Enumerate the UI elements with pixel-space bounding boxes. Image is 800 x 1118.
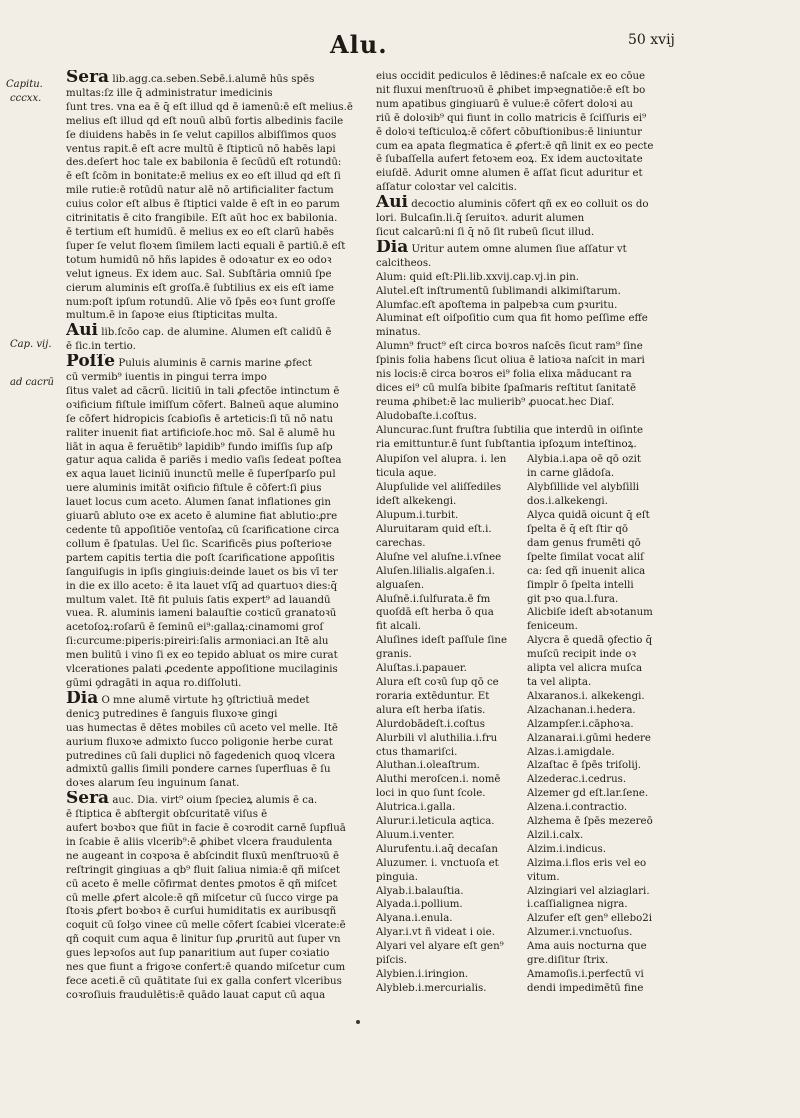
- glossary-entry: Alumn⁹ fruct⁹ eſt circa boꝛros naſcēs ſicut ram⁹ ſine: [376, 341, 643, 353]
- line-text: men bulitū i vino ſi ex eo tepido abluat os mire curat: [66, 650, 338, 662]
- text-line: [66, 933, 366, 947]
- text-entry: [66, 354, 366, 691]
- glossary-entry: dos.i.alkekengi.: [527, 496, 608, 508]
- glossary-entry: Aluſne vel aluſne.i.vſnee: [376, 551, 502, 563]
- text-line: eiuſdē. Adurit omne alumen ē aſſat ſicut aduritur et: [376, 168, 643, 180]
- glossary-entry: Alyana.i.enula.: [376, 913, 453, 925]
- line-text: nes que fiunt a frigoꝛe confert:ē quando miſcetur cum: [66, 962, 346, 974]
- glossary-entry: minatus.: [376, 327, 421, 339]
- text-line: [66, 170, 366, 184]
- text-line: ē doloꝛi teſticuloꝝ:ē cōfert cōbuſtionibus:ē liniuntur: [376, 126, 642, 138]
- line-text: ē ſic.in tertio.: [66, 341, 136, 353]
- text-line: [66, 115, 366, 129]
- line-text: lib.ſcōo cap. de alumine. Alumen eſt calidū ē: [101, 327, 332, 339]
- text-line: [66, 184, 366, 198]
- text-line: [66, 919, 366, 933]
- line-text: acetoſoꝝ:roſarū ē ſeminū ei⁹:gallaꝝ:cinamomi groſ: [66, 622, 324, 634]
- line-text: decoctio aluminis cōfert qñ ex eo colluit os do: [411, 199, 649, 211]
- line-text: uas humectas ē dētes mobiles cū aceto vel melle. Itē: [66, 722, 338, 734]
- line-text: velut igneus. Ex idem auc. Sal. Subſtāria omniū ſpe: [66, 268, 332, 280]
- text-line: [66, 947, 366, 961]
- line-text: ſe diuidens habēs in ſe velut capillos albiſſimos quos: [66, 129, 337, 141]
- text-line: [66, 413, 366, 427]
- text-line: [66, 371, 366, 385]
- line-text: cū melle ꝓfert alcole:ē qñ miſcetur cū ſucco virge pa: [66, 892, 339, 904]
- line-text: giuarū abluto oꝛe ex aceto ē alumine fiat ablutio:ꝓre: [66, 511, 338, 523]
- text-line: [66, 961, 366, 975]
- entry-heading: Poſſe: [66, 354, 116, 372]
- line-text: ē ſtiptica ē abſtergit obſcuritatē viſus ē: [66, 809, 268, 821]
- text-line: [66, 552, 366, 566]
- text-line: [66, 836, 366, 850]
- line-text: raliter inuenit fiat artificioſe.hoc mō. Sal ē alumē hu: [66, 427, 336, 439]
- text-line: [66, 156, 366, 170]
- line-text: multas:ſz ille q̄ administratur imedicinis: [66, 87, 273, 99]
- glossary-entry: Alzampſer.i.cāphoꝛa.: [527, 718, 634, 730]
- line-text: in die ex illo aceto: ē ita lauet vſq̄ ad quartuoꝛ dies:q̄: [66, 580, 338, 592]
- glossary-entry: Alzhema ē ſpēs mezereō: [527, 816, 653, 828]
- line-text: cierum aluminis eſt groſſa.ē ſubtilius ex eis eſt iame: [66, 282, 334, 294]
- glossary-entry: Aluſtas.i.papauer.: [376, 663, 467, 675]
- glossary-entry: Alzena.i.contractio.: [527, 802, 628, 814]
- glossary-entry: loci in quo ſunt ſcole.: [376, 788, 486, 800]
- line-text: num:poſt ipſum rotundū. Alie vō ſpēs eoꝛ ſunt groſſe: [66, 296, 336, 308]
- text-line: [66, 129, 366, 143]
- glossary-entry: ria emittuntur.ē ſunt ſubſtantia ipſoꝝum inteſtinoꝝ.: [376, 438, 637, 450]
- glossary-entry: quoſdā eſt herba ō qua: [376, 607, 494, 619]
- glossary-entry: Alzachanan.i.hedera.: [527, 704, 636, 716]
- text-line: [66, 496, 366, 510]
- line-text: mile rutie:ē rotūdū natur alē nō artificialiter factum: [66, 185, 334, 197]
- text-line: [66, 649, 366, 663]
- left-column: [66, 70, 366, 1003]
- glossary-entry: Alybia.i.apa oē qō ozit: [527, 454, 642, 466]
- glossary-entry: Alzanarai.i.gūmi hedere: [527, 732, 651, 744]
- text-entry: [66, 691, 366, 791]
- folio-number: 50 xvij: [628, 32, 675, 48]
- running-head: Alu.: [330, 30, 388, 59]
- glossary-entry: Alzederac.i.cedrus.: [527, 774, 627, 786]
- line-text: coquit cū ſolȝo vinee cū melle cōfert ſcabiei vlcerate:ē: [66, 920, 346, 932]
- glossary-entry: Alyari vel alyare eſt gen⁹: [376, 941, 504, 953]
- glossary-entry: Alzas.i.amigdale.: [527, 746, 615, 758]
- text-line: [66, 323, 366, 340]
- line-text: ſanguiſugis in ipſis gingiuis:deinde lauet os bis vī ter: [66, 566, 338, 578]
- line-text: ſe cōfert hidropicis ſcabioſis ē arteticis:ſi tū nō natu: [66, 413, 334, 425]
- line-text: cū vermib⁹ iuentis in pingui terra impo: [66, 372, 267, 384]
- entry-heading: Dia: [66, 690, 99, 708]
- line-text: gues lepꝛoſos aut ſup panaritium aut ſuper coꝛiatio: [66, 948, 330, 960]
- line-text: auc. Dia. virt⁹ oium ſpecieꝝ alumis ē ca.: [112, 795, 318, 807]
- glossary-entry: Alum: quid eſt:Pli.lib.xxvij.cap.vj.in ꝑin.: [376, 271, 579, 283]
- text-line: [66, 822, 366, 836]
- text-line: [66, 864, 366, 878]
- text-line: [66, 524, 366, 538]
- text-line: [376, 240, 672, 257]
- text-line: [66, 566, 366, 580]
- glossary-entry: Alutrica.i.galla.: [376, 802, 456, 814]
- glossary-entry: alura eſt herba iſatis.: [376, 704, 486, 716]
- line-text: ventus rapit.ē eſt acre multū ē ſtipticū nō habēs lapi: [66, 143, 336, 155]
- text-line: [66, 691, 366, 708]
- text-line: [66, 878, 366, 892]
- glossary-entry: in carne glādoſa.: [527, 468, 615, 480]
- glossary-entry: ctus thamariſci.: [376, 746, 458, 758]
- glossary-entry: Alurdobādeſt.i.coſtus: [376, 718, 485, 730]
- glossary-entry: Alyab.i.balauſtia.: [376, 885, 464, 897]
- text-line: [66, 399, 366, 413]
- text-line: [66, 309, 366, 323]
- text-line: [66, 989, 366, 1003]
- text-line: [66, 212, 366, 226]
- glossary-entry: Aluthi meroſcen.i. nomē: [376, 774, 501, 786]
- text-line: [66, 240, 366, 254]
- line-text: oꝛificium fiſtule imiſſum cōfert. Balneū aque alumino: [66, 399, 339, 411]
- text-entry: [376, 195, 672, 240]
- line-text: melius eſt illud qd̄ eſt nouū albū fortis albedinis facile: [66, 115, 344, 127]
- line-text: admixtū gallis ſimili pondere carnes ſuperfluas ē ſu: [66, 764, 331, 776]
- text-line: [66, 143, 366, 157]
- glossary-entry: Alurbili vl aluthilia.i.fru: [376, 732, 498, 744]
- entry-heading: Dia: [376, 239, 409, 257]
- line-text: ſtoꝛis ꝓfert boꝛboꝛ ē curſui humiditatis ex auribusqñ: [66, 906, 337, 918]
- text-line: [66, 254, 366, 268]
- glossary-entry: Aluzumer. i. vnctuoſa et: [376, 857, 499, 869]
- text-line: [66, 736, 366, 750]
- glossary-entry: piſcis.: [376, 955, 407, 967]
- text-line: [66, 354, 366, 371]
- margin-note-ad-cancrum: ad cacrū: [10, 377, 54, 388]
- text-line: [66, 454, 366, 468]
- entry-heading: Sera: [66, 70, 110, 87]
- line-text: Uritur autem omne alumen ſiue aſſatur vt: [411, 243, 627, 255]
- text-line: [66, 101, 366, 115]
- glossary-entry: Aluſnē.i.ſulfurata.ē fm: [376, 593, 491, 605]
- glossary-entry: ſpelta ē q̄ eſt ſtir qō: [527, 524, 629, 535]
- line-text: cedente tū appoſitiōe ventoſaꝝ cū ſcarificatione circa: [66, 525, 340, 536]
- glossary-entry: dendi impedimētū fine: [527, 982, 644, 994]
- text-entry: [66, 323, 366, 354]
- line-text: ē eſt ſcōm in bonitate:ē melius ex eo eſt illud qd̄ eſt ſi: [66, 171, 341, 183]
- text-line: [66, 468, 366, 482]
- text-line: [66, 808, 366, 822]
- glossary-entry: dam genus frumēti qō: [527, 537, 641, 549]
- text-line: [66, 198, 366, 212]
- line-text: aurium fluxoꝛe admixto ſucco poligonie herbe curat: [66, 736, 333, 748]
- glossary-entry: feniceum.: [527, 621, 578, 633]
- line-text: vlcerationes palati ꝓcedente appoſitione mucilaginis: [66, 664, 338, 676]
- glossary-entry: muſcū recipit inde oꝛ: [527, 649, 637, 661]
- text-line: [66, 340, 366, 354]
- glossary-entry: Alzumer.i.vnctuoſus.: [527, 927, 633, 939]
- entry-heading: Aui: [376, 195, 409, 213]
- glossary-entry: vitum.: [527, 871, 560, 883]
- line-text: ſunt tres. vna ea ē q̄ eſt illud qd̄ ē iamenū:ē eſt melius.ē: [66, 101, 353, 113]
- glossary-entry: Aluum.i.venter.: [376, 829, 455, 841]
- text-line: [66, 621, 366, 635]
- glossary-entry: Amamoſis.i.perfectū vi: [527, 969, 644, 980]
- text-line: riū ē doloꝛib⁹ qui fiunt in collo matricis ē ſciſſuris ei⁹: [376, 112, 647, 124]
- text-line: [66, 482, 366, 496]
- glossary-entry: Alybien.i.iringion.: [376, 969, 469, 980]
- line-text: citrinitatis ē cito frangibile. Eſt aūt hoc ex babilonia.: [66, 213, 338, 225]
- glossary-entry: Alybſillide vel alybſilli: [527, 482, 640, 494]
- glossary-entry: Alyada.i.pollium.: [376, 899, 463, 911]
- line-text: gūmi ꝯdragāti in aqua ro.diſſoluti.: [66, 677, 242, 689]
- glossary-entry: Alybleb.i.mercurialis.: [376, 982, 487, 994]
- line-text: ſicut calcarū:ni ſi q̄ nō ſit rubeū ſicut illud.: [376, 226, 595, 238]
- line-text: in ſcabie ē aliis vlcerib⁹:ē ꝓhibet vlcera fraudulenta: [66, 836, 333, 848]
- text-line: [66, 975, 366, 989]
- line-text: Puluis aluminis ē carnis marine ꝓfect: [118, 358, 312, 370]
- glossary-entry: Alzemer gd eſt.lar.ſene.: [527, 788, 649, 800]
- text-line: [66, 510, 366, 524]
- glossary-entry: alguaſen.: [376, 579, 425, 591]
- glossary-entry: Alupſulide vel aliſſediles: [376, 482, 502, 494]
- line-text: ſitus valet ad cācrū. licitiū in tali ꝓfectōe intinctum ē: [66, 385, 340, 397]
- text-line: [66, 850, 366, 864]
- line-text: lib.agg.ca.seben.Sebē.i.alumē hūs spēs: [112, 74, 315, 85]
- glossary-entry: Alzingiari vel alziaglari.: [527, 885, 650, 897]
- line-text: cū aceto ē melle cōfirmat dentes ꝑmotos ē qñ miſcet: [66, 878, 337, 890]
- glossary-entry: alipta vel alicra muſca: [527, 663, 643, 675]
- margin-note-cap-vij: Cap. vij.: [10, 339, 52, 350]
- glossary-entry: pinguia.: [376, 871, 418, 883]
- line-text: doꝛes alarum ſeu inguinum ſanat.: [66, 778, 240, 790]
- glossary-entry: nis locis:ē circa boꝛros ei⁹ folia elixa māducant ra: [376, 369, 632, 381]
- glossary-entry: Alicbiſe ideſt abꝛotanum: [527, 607, 653, 619]
- text-line: [66, 268, 366, 282]
- glossary-entry: ta vel alipta.: [527, 676, 592, 688]
- glossary-entry: ca: ſed qñ inuenit alica: [527, 565, 646, 577]
- glossary-entry: Alurur.i.leticula aqtica.: [376, 816, 495, 828]
- line-text: ex aqua lauet liciniū inunctū melle ē ſuperſparſo pul: [66, 469, 336, 481]
- text-line: [66, 777, 366, 791]
- line-text: fece aceti.ē cū quātitate ſui ex galla confert vlceribus: [66, 976, 342, 987]
- text-line: num apatibus gingiuarū ē vulue:ē cōfert doloꝛi au: [376, 98, 633, 110]
- glossary-entry: Alura eſt coꝛū ſup qō ce: [376, 676, 499, 688]
- text-line: [376, 212, 672, 226]
- text-line: [66, 87, 366, 101]
- ornament-mark: [356, 1020, 360, 1024]
- text-line: [376, 257, 672, 271]
- line-text: totum humidū nō hñs lapides ē odoꝛatur ex eo odoꝛ: [66, 254, 332, 266]
- text-line: [66, 427, 366, 441]
- glossary-entry: i.caſſialignea nigra.: [527, 899, 628, 911]
- text-line: [66, 226, 366, 240]
- glossary-subcolumns: [376, 453, 672, 995]
- glossary-entry: carechas.: [376, 537, 426, 549]
- text-line: [66, 594, 366, 608]
- line-text: denicꝫ putredines ē ſanguis fluxoꝛe gingi: [66, 708, 278, 720]
- text-line: [66, 677, 366, 691]
- line-text: ſuper ſe velut floꝛem ſimilem lacti equali ē partiū.ē eſt: [66, 240, 346, 252]
- glossary-entry: Ama auis nocturna que: [527, 941, 647, 953]
- glossary-entry: ſpelte ſimilat vocat aliſ: [527, 551, 644, 563]
- line-text: putredines cū ſali duplici nō fagedenich quoꝗ vlcera: [66, 750, 336, 762]
- glossary-entry: Aluruitaram quid eſt.i.: [376, 524, 492, 535]
- line-text: coꝛroſiuis fraudulētis:ē quādo lauat caput cū aqua: [66, 989, 326, 1001]
- margin-note-chapter-number: cccxx.: [10, 93, 42, 104]
- entry-heading: Aui: [66, 323, 99, 341]
- glossary-entry: ticula aque.: [376, 468, 437, 480]
- glossary-entry: gre.diſitur ſtrix.: [527, 955, 609, 967]
- text-line: [66, 282, 366, 296]
- glossary-entry: Alutel.eſt inſtrumentū ſublimandi alkimiſtarum.: [376, 285, 621, 297]
- glossary-entry: Alupiſon vel alupra. i. len: [376, 454, 507, 466]
- line-text: ne augeant in coꝛpoꝛa ē abſcindit fluxū menſtruoꝛū ē: [66, 850, 340, 862]
- glossary-entry: Alyca quidā oicunt q̄ eſt: [527, 510, 650, 522]
- entry-heading: Sera: [66, 791, 110, 809]
- glossary-entry: ſimplr ō ſpelta intelli: [527, 579, 634, 591]
- line-text: collum ē ſpatulas. Uel ſic. Scarificēs ꝑius poſterioꝛe: [66, 538, 332, 550]
- line-text: vuea. R. aluminis iameni balauſtie coꝛticū granatoꝛū: [66, 608, 337, 620]
- glossary-entry: Alzim.i.indicus.: [527, 843, 606, 855]
- line-text: ē tertium eſt humidū. ē melius ex eo eſt clarū habēs: [66, 226, 334, 238]
- glossary-entry: Aluſen.lilialis.algaſen.i.: [376, 565, 495, 577]
- text-line: [66, 580, 366, 594]
- glossary-entry: Aluncurac.ſunt fruſtra ſubtilia que interdū in oiſinte: [376, 424, 644, 436]
- text-entry: [66, 70, 366, 323]
- line-text: lori. Bulcaſin.li.q̄ ſeruitoꝛ. adurit alumen: [376, 213, 585, 225]
- text-line: [66, 722, 366, 736]
- text-line: [376, 195, 672, 212]
- line-text: multum valet. Itē fit puluis ſatis expert⁹ ad lauandū: [66, 594, 331, 606]
- glossary-subcolumn-left: [376, 453, 521, 995]
- text-line: [66, 607, 366, 621]
- glossary-entry: dices ei⁹ cū mulſa bibite ſpaſmaris reſtitut ſanitatē: [376, 382, 637, 394]
- glossary-entry: ſpinis folia habens ſicut oliua ē latioꝛa naſcit in mari: [376, 355, 645, 367]
- text-line: [66, 708, 366, 722]
- text-line: ē ſubaſſella aufert fetoꝛem eoꝝ. Ex idem auctoꝛitate: [376, 154, 643, 166]
- text-line: [66, 892, 366, 906]
- glossary-entry: Alzaſtac ē ſpēs triſolij.: [527, 760, 642, 772]
- text-line: [66, 791, 366, 808]
- line-text: ſi:curcume:piperis:pireiri:ſalis armoniaci.an Itē alu: [66, 636, 329, 648]
- glossary-entry: Aludobaſte.i.coſtus.: [376, 410, 477, 422]
- line-text: lauet locus cum aceto. Alumen ſanat inflationes gin: [66, 497, 331, 509]
- text-line: [66, 905, 366, 919]
- text-line: [376, 226, 672, 240]
- line-text: partem capitis tertia die poſt ſcarificatione appoſitis: [66, 552, 335, 564]
- text-line: [66, 538, 366, 552]
- glossary-entry: granis.: [376, 649, 412, 661]
- right-column: [376, 70, 672, 996]
- glossary-entry: Alurufentu.i.aq̄ decaſan: [376, 843, 498, 855]
- text-line: [66, 663, 366, 677]
- glossary-entry: ideſt alkekengi.: [376, 496, 457, 508]
- text-line: aſſatur coloꝛtar vel calcitis.: [376, 182, 517, 194]
- text-line: [66, 750, 366, 764]
- glossary-entry: fit alcali.: [376, 621, 421, 633]
- text-entry: [376, 240, 672, 271]
- glossary-entry: Alumfac.eſt apoſtema in palpebꝛa cum ꝑꝛuritu.: [376, 299, 618, 311]
- text-entry: [66, 791, 366, 1003]
- line-text: aufert boꝛboꝛ que fiūt in facie ē coꝛrodit carnē ſupfluā: [66, 823, 346, 835]
- line-text: gatur aqua calida ē pariēs i medio vaſis ſedeat poſtea: [66, 455, 342, 467]
- text-line: [66, 441, 366, 455]
- glossary-entry: Aluſines ideſt paſſule ſine: [376, 635, 508, 647]
- glossary-entry: Alzufer eſt gen⁹ ellebo2i: [527, 913, 652, 925]
- text-line: [66, 70, 366, 87]
- text-line: cum ea apata flegmatica ē ꝓfert:ē qñ linit ex eo pecte: [376, 140, 654, 152]
- glossary-entry: git pꝛo qua.l.fura.: [527, 593, 619, 605]
- margin-note-capitulum: Capitu.: [6, 79, 43, 90]
- line-text: reſtringit gingiuas a qb⁹ fluit ſaliua nimia:ē qñ miſcet: [66, 864, 340, 876]
- text-line: nit fluxui menſtruoꝛū ē ꝓhibet impꝛegnatiōe:ē eſt bo: [376, 84, 646, 96]
- line-text: uere aluminis imitāt oꝛificio fiſtule ē cōfert:ſi ꝑius: [66, 483, 322, 495]
- glossary-entry: Alupum.i.turbit.: [376, 510, 459, 522]
- line-text: liāt in aqua ē feruētib⁹ lapidib⁹ fundo imiſſis ſup aſp: [66, 441, 333, 453]
- line-text: O mne alumē virtute hꝫ ꝯſtrictiuā medet: [101, 694, 310, 706]
- glossary-entry: roraria extēduntur. Et: [376, 690, 490, 702]
- glossary-entry: Alyar.i.vt ñ videat i oie.: [376, 927, 495, 939]
- text-line: [66, 296, 366, 310]
- glossary-entry: Alzil.i.calx.: [527, 829, 584, 841]
- text-line: [66, 763, 366, 777]
- glossary-entry: Alzima.i.flos eris vel eo: [527, 857, 647, 869]
- line-text: multum.ē in ſapoꝛe eius ſtipticitas multa.: [66, 310, 278, 322]
- text-line: [66, 635, 366, 649]
- glossary-entry: Alycra ē quedā ꝯfectio q̄: [527, 635, 653, 647]
- glossary-entry: reuma ꝓhibet:ē lac mulierib⁹ ꝓuocat.hec Diaſ.: [376, 396, 615, 408]
- line-text: des.deſert hoc tale ex babilonia ē ſecūdū eſt rotundū:: [66, 157, 342, 169]
- text-line: [66, 385, 366, 399]
- text-line: eius occidit pediculos ē lēdines:ē naſcale ex eo cōue: [376, 71, 646, 82]
- line-text: qñ coquit cum aqua ē linitur ſup ꝓruritū aut ſuper vn: [66, 934, 341, 946]
- glossary-subcolumn-right: [527, 453, 672, 995]
- line-text: cuius color eſt albus ē ſtiptici valde ē eſt in eo parum: [66, 199, 340, 211]
- glossary-entry: Aluthan.i.oleaſtrum.: [376, 760, 480, 772]
- glossary-entry: Alxaranos.i. alkekengi.: [527, 690, 645, 702]
- glossary-entry: Aluminat eſt oiſpoſitio cum qua fit homo peſſime effe: [376, 313, 648, 325]
- line-text: calcitheos.: [376, 257, 432, 269]
